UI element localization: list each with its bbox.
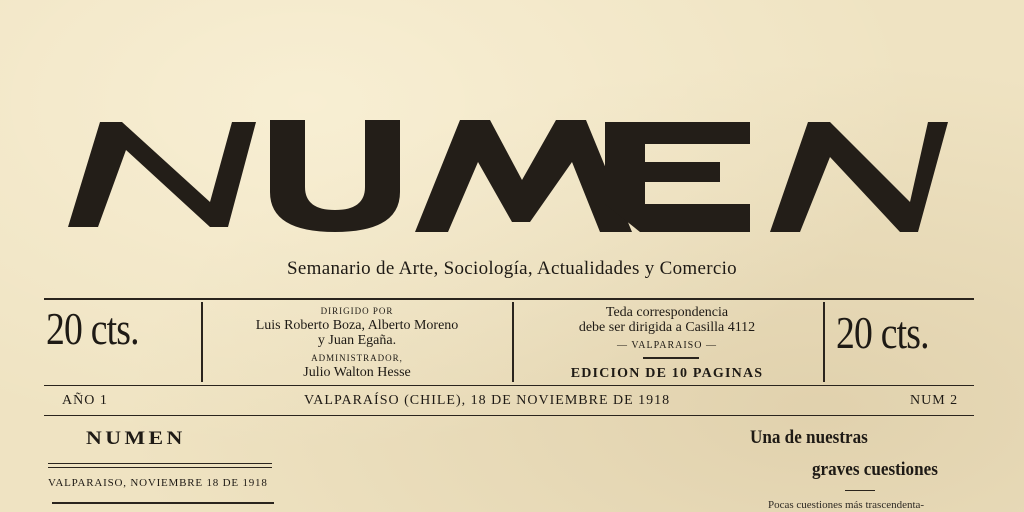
admin-name: Julio Walton Hesse (303, 365, 411, 380)
correspondence-line-2: debe ser dirigida a Casilla 4112 (578, 320, 756, 335)
masthead-lettering (60, 92, 960, 262)
correspondence-line-1: Teda correspondencia (605, 305, 729, 320)
edition-ornament-rule (643, 357, 699, 359)
header-divider-3 (823, 302, 825, 382)
masthead-subtitle: Semanario de Arte, Sociología, Actualidades y Comercio (287, 258, 737, 279)
column-dateline: VALPARAISO, NOVIEMBRE 18 DE 1918 (48, 477, 268, 489)
price-right: 20 cts. (836, 307, 929, 358)
column-rule-top-a (48, 463, 272, 464)
header-divider-1 (201, 302, 203, 382)
directors-line-2: y Juan Egaña. (317, 333, 397, 348)
info-place-date: VALPARAÍSO (CHILE), 18 DE NOVIEMBRE DE 1918 (304, 393, 671, 408)
article-snippet: Pocas cuestiones más trascendenta- (768, 499, 925, 511)
header-top-rule (44, 298, 974, 300)
article-divider (845, 490, 875, 491)
article-title-line-1: Una de nuestras (750, 427, 868, 448)
masthead-title-text: NUMEN (60, 92, 64, 93)
directed-label: DIRIGIDO POR (320, 306, 394, 316)
column-rule-top-b (48, 467, 272, 468)
info-bar-bottom-rule (44, 415, 974, 416)
column-rule-bottom (52, 502, 274, 504)
edition-text: EDICION DE 10 PAGINAS (570, 366, 764, 381)
masthead-logo (60, 92, 960, 262)
column-title: NUMEN (86, 428, 186, 449)
correspondence-city: — VALPARAISO — (617, 340, 717, 351)
info-year: AÑO 1 (62, 393, 108, 408)
info-number: NUM 2 (910, 393, 959, 408)
article-title-line-2: graves cuestiones (812, 459, 938, 480)
price-left: 20 cts. (46, 303, 139, 354)
header-bottom-rule (44, 385, 974, 386)
directors-line-1: Luis Roberto Boza, Alberto Moreno (255, 318, 459, 333)
admin-label: ADMINISTRADOR, (311, 353, 403, 363)
